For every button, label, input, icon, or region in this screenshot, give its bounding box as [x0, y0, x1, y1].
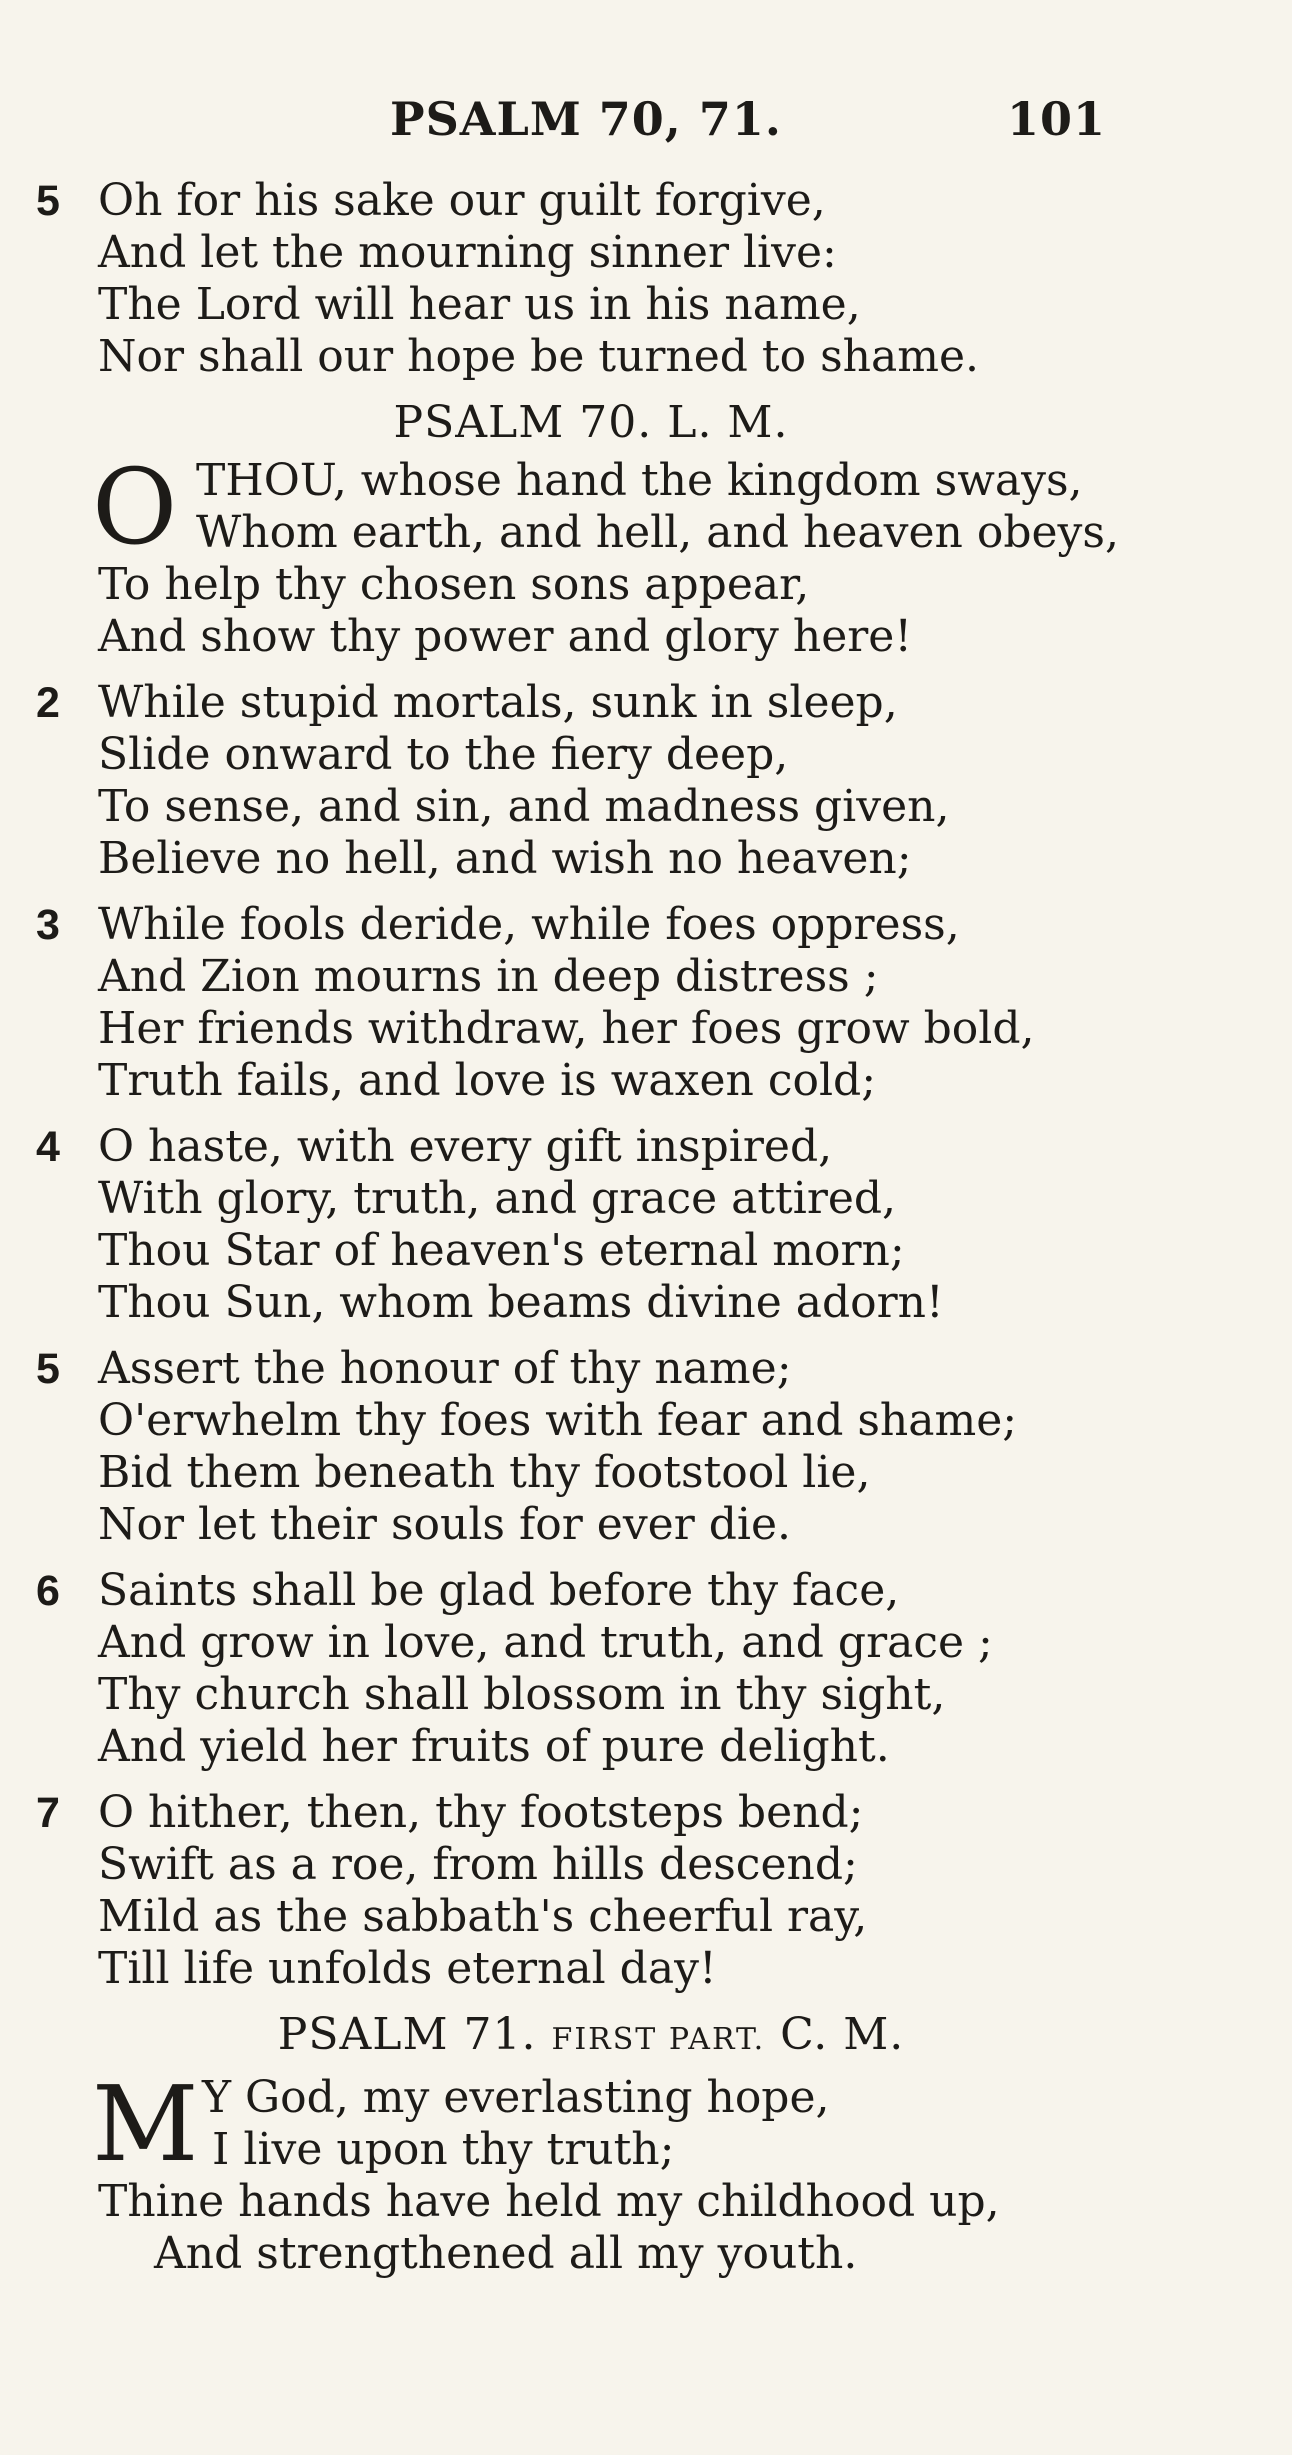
verse-line: O haste, with every gift inspired,: [98, 1121, 833, 1172]
psalm-70-stanza-3: [36, 899, 1146, 1107]
verse-line: Believe no hell, and wish no heaven;: [98, 833, 912, 884]
verse-line: Slide onward to the fiery deep,: [98, 729, 789, 780]
verse-number: 4: [36, 1123, 60, 1171]
verse-line: Nor shall our hope be turned to shame.: [98, 331, 979, 382]
psalm-71-heading: [36, 2009, 1146, 2066]
verse-line: While fools deride, while foes oppress,: [98, 899, 960, 950]
drop-cap: O: [92, 446, 178, 568]
psalm-71-stanza-1: [36, 2063, 1146, 2280]
verse-number: 2: [36, 679, 60, 727]
verse-line: Thou Sun, whom beams divine adorn!: [98, 1277, 944, 1328]
verse-line: I live upon thy truth;: [212, 2124, 675, 2175]
verse-line: Bid them beneath thy footstool lie,: [98, 1447, 871, 1498]
psalm-70-stanza-2: [36, 677, 1146, 885]
running-head: [390, 92, 1106, 146]
verse-line: Y God, my everlasting hope,: [202, 2072, 830, 2123]
psalm-70-stanza-1: [36, 446, 1146, 663]
psalm-71-meter: C. M.: [780, 2009, 905, 2060]
verse-line: Mild as the sabbath's cheerful ray,: [98, 1891, 868, 1942]
verse-line: O hither, then, thy footsteps bend;: [98, 1787, 864, 1838]
psalm-70-stanza-7: [36, 1787, 1146, 1995]
psalm-70-stanza-5: [36, 1343, 1146, 1551]
verse-line: And show thy power and glory here!: [98, 611, 913, 662]
running-head-title: PSALM 70, 71.: [390, 92, 782, 146]
verse-line: With glory, truth, and grace attired,: [98, 1173, 897, 1224]
verse-number: 5: [36, 177, 60, 225]
verse-line: While stupid mortals, sunk in sleep,: [98, 677, 898, 728]
verse-line: Her friends withdraw, her foes grow bold,: [98, 1003, 1035, 1054]
psalm-70-stanza-4: [36, 1121, 1146, 1329]
verse-number: 7: [36, 1789, 60, 1837]
page-content: [36, 175, 1146, 2294]
verse-line: Oh for his sake our guilt forgive,: [98, 175, 826, 226]
verse-line: Nor let their souls for ever die.: [98, 1499, 791, 1550]
psalm-71-part: FIRST PART.: [551, 2022, 766, 2057]
verse-line: And strengthened all my youth.: [154, 2228, 858, 2279]
verse-line: Thine hands have held my childhood up,: [98, 2176, 1000, 2227]
drop-cap: M: [92, 2063, 199, 2185]
verse-line: Thy church shall blossom in thy sight,: [98, 1669, 946, 1720]
verse-line: The Lord will hear us in his name,: [98, 279, 861, 330]
psalm-70-stanza-6: [36, 1565, 1146, 1773]
verse-number: 3: [36, 901, 60, 949]
stanza-prev-5: [36, 175, 1146, 383]
verse-number: 5: [36, 1345, 60, 1393]
psalm-70-heading: PSALM 70. L. M.: [393, 397, 789, 448]
verse-line: Till life unfolds eternal day!: [98, 1943, 717, 1994]
verse-line: To sense, and sin, and madness given,: [98, 781, 950, 832]
page-number: 101: [1006, 92, 1106, 146]
verse-line: Assert the honour of thy name;: [98, 1343, 792, 1394]
verse-line: Whom earth, and hell, and heaven obeys,: [196, 507, 1119, 558]
psalm-71-title: PSALM 71.: [277, 2009, 537, 2060]
verse-number: 6: [36, 1567, 60, 1615]
verse-line: Swift as a roe, from hills descend;: [98, 1839, 858, 1890]
verse-line: THOU, whose hand the kingdom sways,: [196, 455, 1083, 506]
verse-line: To help thy chosen sons appear,: [98, 559, 810, 610]
verse-line: O'erwhelm thy foes with fear and shame;: [98, 1395, 1018, 1446]
verse-line: And yield her fruits of pure delight.: [98, 1721, 890, 1772]
verse-line: And let the mourning sinner live:: [98, 227, 837, 278]
verse-line: And grow in love, and truth, and grace ;: [98, 1617, 993, 1668]
verse-line: Saints shall be glad before thy face,: [98, 1565, 900, 1616]
verse-line: And Zion mourns in deep distress ;: [98, 951, 879, 1002]
verse-line: Thou Star of heaven's eternal morn;: [98, 1225, 905, 1276]
verse-line: Truth fails, and love is waxen cold;: [98, 1055, 877, 1106]
